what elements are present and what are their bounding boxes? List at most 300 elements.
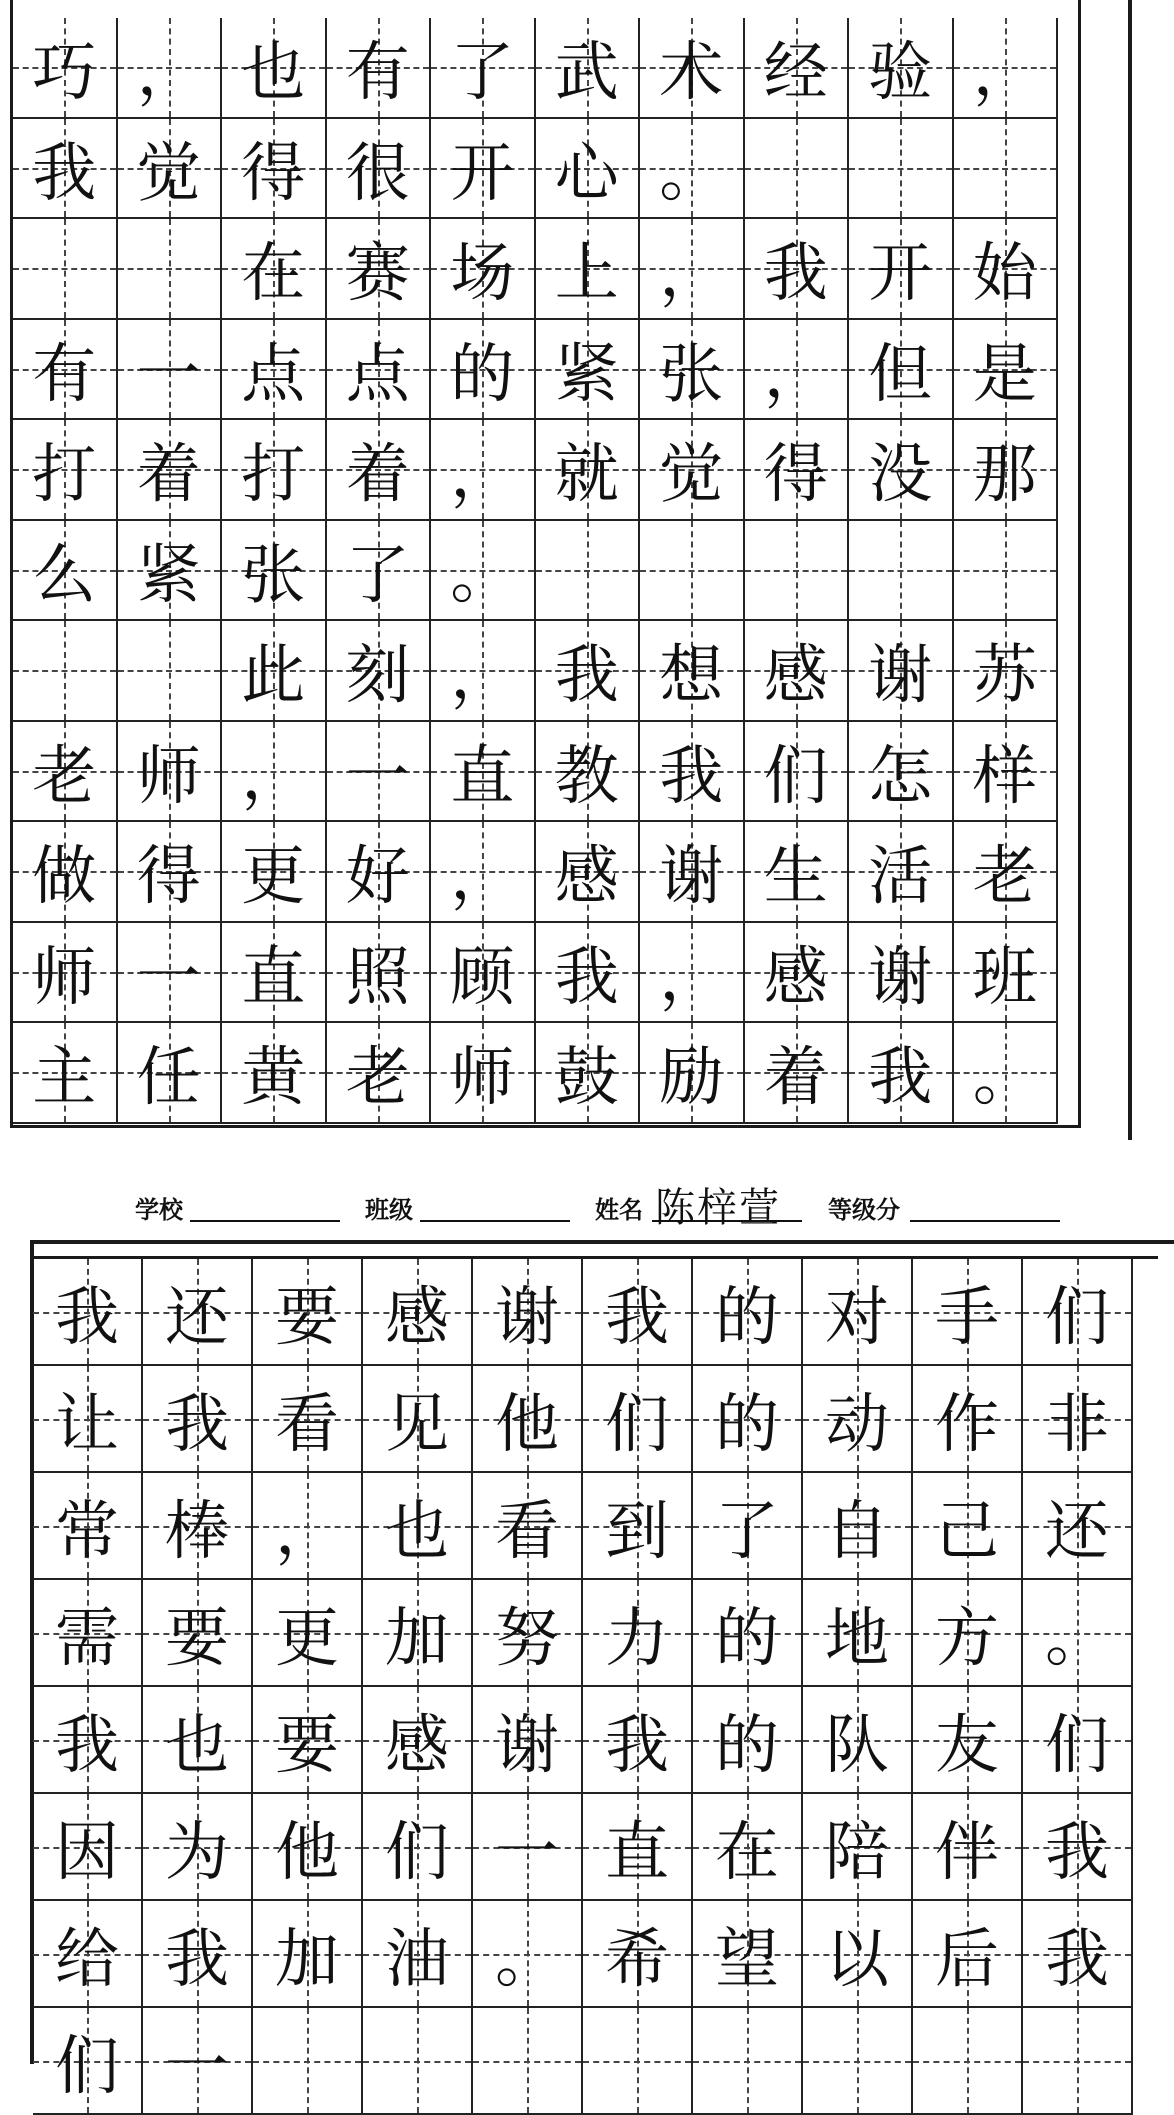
top-character: 更	[241, 840, 306, 915]
top-cell	[745, 1023, 850, 1124]
bottom-character: 谢	[495, 1280, 559, 1355]
bottom-cell	[253, 1473, 363, 1580]
bottom-character: 友	[935, 1708, 999, 1783]
top-character: 打	[241, 438, 306, 513]
bottom-row	[33, 1901, 1158, 2008]
bottom-character: 我	[605, 1708, 669, 1783]
bottom-character: 到	[605, 1494, 669, 1569]
top-cell	[13, 621, 118, 722]
bottom-character: 感	[385, 1280, 449, 1355]
bottom-cell	[363, 1366, 473, 1473]
top-cell	[222, 18, 327, 119]
top-cell	[431, 420, 536, 521]
top-cell	[222, 621, 327, 722]
top-character: 一	[136, 940, 201, 1015]
bottom-character: 给	[55, 1922, 119, 1997]
top-cell	[954, 420, 1059, 521]
bottom-character: 。	[495, 1922, 559, 1997]
top-character: 我	[659, 739, 724, 814]
bottom-cell	[803, 1259, 913, 1366]
top-cell	[118, 320, 223, 421]
top-cell	[431, 1023, 536, 1124]
bottom-character: 。	[1045, 1601, 1109, 1676]
bottom-cell	[143, 1580, 253, 1687]
top-character: 觉	[659, 438, 724, 513]
bottom-cell	[693, 1794, 803, 1901]
top-character: 老	[345, 1041, 410, 1116]
top-character: 赛	[345, 237, 410, 312]
bottom-cell	[253, 1580, 363, 1687]
top-cell	[222, 420, 327, 521]
top-cell	[954, 722, 1059, 823]
top-cell	[13, 320, 118, 421]
bottom-cell	[253, 2008, 363, 2115]
bottom-character: 因	[55, 1815, 119, 1890]
top-character: 师	[32, 940, 97, 1015]
top-character: 张	[241, 538, 306, 613]
bottom-character: 看	[275, 1387, 339, 1462]
bottom-cell	[693, 1259, 803, 1366]
top-character: 的	[450, 337, 515, 412]
top-character: 们	[763, 739, 828, 814]
bottom-character: 他	[275, 1815, 339, 1890]
bottom-cell	[473, 1366, 583, 1473]
top-character: 就	[554, 438, 619, 513]
top-character: 着	[136, 438, 201, 513]
bottom-cell	[803, 1901, 913, 2008]
top-cell	[327, 320, 432, 421]
top-character: 师	[136, 739, 201, 814]
top-character: 打	[32, 438, 97, 513]
top-cell	[222, 722, 327, 823]
bottom-character: 加	[275, 1922, 339, 1997]
top-cell	[536, 722, 641, 823]
bottom-character: 一	[495, 1815, 559, 1890]
top-cell	[849, 219, 954, 320]
bottom-cell	[583, 1473, 693, 1580]
bottom-cell	[913, 2008, 1023, 2115]
top-cell	[327, 420, 432, 521]
bottom-character: 我	[1045, 1922, 1109, 1997]
top-character: ，	[450, 438, 515, 513]
bottom-character: 加	[385, 1601, 449, 1676]
top-character: ，	[450, 639, 515, 714]
bottom-character: 为	[165, 1815, 229, 1890]
bottom-cell	[473, 1259, 583, 1366]
top-cell	[536, 320, 641, 421]
top-cell	[118, 18, 223, 119]
top-cell	[13, 1023, 118, 1124]
bottom-character: 常	[55, 1494, 119, 1569]
top-character: 但	[868, 337, 933, 412]
bottom-row	[33, 1687, 1158, 1794]
top-cell	[13, 923, 118, 1024]
bottom-cell	[363, 1259, 473, 1366]
bottom-character: 感	[385, 1708, 449, 1783]
top-character: 样	[972, 739, 1037, 814]
top-cell	[431, 320, 536, 421]
top-character: 怎	[868, 739, 933, 814]
bottom-character: 谢	[495, 1708, 559, 1783]
bottom-row	[33, 2008, 1158, 2115]
bottom-character: 地	[825, 1601, 889, 1676]
bottom-cell	[363, 2008, 473, 2115]
top-cell	[640, 521, 745, 622]
top-character: 。	[659, 136, 724, 211]
top-character: 任	[136, 1041, 201, 1116]
top-cell	[849, 923, 954, 1024]
bottom-character: 了	[715, 1494, 779, 1569]
top-cell	[954, 521, 1059, 622]
grade-label: 等级分	[828, 1195, 900, 1224]
bottom-cell	[913, 1473, 1023, 1580]
top-character: ，	[972, 36, 1037, 111]
top-character: 我	[763, 237, 828, 312]
top-cell	[327, 722, 432, 823]
bottom-character: 们	[1045, 1280, 1109, 1355]
bottom-character: 们	[605, 1387, 669, 1462]
bottom-cell	[253, 1687, 363, 1794]
top-cell	[640, 119, 745, 220]
top-character: 老	[32, 739, 97, 814]
top-cell	[954, 1023, 1059, 1124]
top-character: 做	[32, 840, 97, 915]
bottom-character: 让	[55, 1387, 119, 1462]
bottom-character: 伴	[935, 1815, 999, 1890]
bottom-character: 要	[275, 1708, 339, 1783]
top-character: 经	[763, 36, 828, 111]
top-row	[13, 18, 1078, 119]
top-character: 我	[32, 136, 97, 211]
top-character: 直	[241, 940, 306, 1015]
top-character: 励	[659, 1041, 724, 1116]
bottom-cell	[583, 1366, 693, 1473]
bottom-character: 力	[605, 1601, 669, 1676]
top-cell	[849, 119, 954, 220]
top-cell	[13, 219, 118, 320]
bottom-cell	[583, 1794, 693, 1901]
top-cell	[745, 722, 850, 823]
bottom-character: 动	[825, 1387, 889, 1462]
student-info-header	[0, 1185, 1160, 1231]
bottom-cell	[1023, 1473, 1133, 1580]
top-character: 主	[32, 1041, 97, 1116]
top-character: ，	[659, 940, 724, 1015]
top-character: 好	[345, 840, 410, 915]
top-cell	[327, 621, 432, 722]
top-character: 教	[554, 739, 619, 814]
top-character: 心	[554, 136, 619, 211]
bottom-cell	[253, 1259, 363, 1366]
bottom-character: 的	[715, 1387, 779, 1462]
bottom-character: 的	[715, 1708, 779, 1783]
top-cell	[327, 521, 432, 622]
bottom-cell	[1023, 1901, 1133, 2008]
bottom-character: 我	[1045, 1815, 1109, 1890]
top-character: 谢	[868, 940, 933, 1015]
top-cell	[13, 722, 118, 823]
bottom-cell	[473, 1473, 583, 1580]
top-character: 谢	[868, 639, 933, 714]
bottom-cell	[473, 1794, 583, 1901]
bottom-cell	[33, 1259, 143, 1366]
top-cell	[954, 822, 1059, 923]
bottom-character: 的	[715, 1280, 779, 1355]
bottom-cell	[583, 1259, 693, 1366]
top-character: 上	[554, 237, 619, 312]
top-cell	[327, 219, 432, 320]
bottom-cell	[583, 1687, 693, 1794]
top-cell	[222, 119, 327, 220]
top-cell	[849, 521, 954, 622]
top-cell	[13, 119, 118, 220]
top-cell	[118, 521, 223, 622]
bottom-character: 我	[165, 1922, 229, 1997]
top-cell	[849, 722, 954, 823]
bottom-character: 油	[385, 1922, 449, 1997]
bottom-character: 己	[935, 1494, 999, 1569]
top-cell	[431, 219, 536, 320]
bottom-character: 我	[165, 1387, 229, 1462]
top-cell	[536, 521, 641, 622]
bottom-cell	[803, 1687, 913, 1794]
top-cell	[954, 320, 1059, 421]
bottom-cell	[33, 1794, 143, 1901]
bottom-row	[33, 1580, 1158, 1687]
top-row	[13, 320, 1078, 421]
top-character: 也	[241, 36, 306, 111]
bottom-cell	[363, 1473, 473, 1580]
bottom-character: 我	[605, 1280, 669, 1355]
top-character: 紧	[554, 337, 619, 412]
top-cell	[118, 219, 223, 320]
bottom-character: 以	[825, 1922, 889, 1997]
bottom-row	[33, 1473, 1158, 1580]
bottom-character: 作	[935, 1387, 999, 1462]
bottom-character: 对	[825, 1280, 889, 1355]
bottom-character: 还	[1045, 1494, 1109, 1569]
top-character: 班	[972, 940, 1037, 1015]
top-character: ，	[450, 840, 515, 915]
bottom-row	[33, 1259, 1158, 1366]
bottom-character: 努	[495, 1601, 559, 1676]
top-character: 生	[763, 840, 828, 915]
bottom-cell	[693, 1366, 803, 1473]
top-cell	[222, 219, 327, 320]
top-cell	[431, 119, 536, 220]
top-character: 想	[659, 639, 724, 714]
bottom-cell	[1023, 1366, 1133, 1473]
top-character: ，	[659, 237, 724, 312]
bottom-cell	[473, 2008, 583, 2115]
top-character: 此	[241, 639, 306, 714]
top-row	[13, 923, 1078, 1024]
top-character: 活	[868, 840, 933, 915]
top-cell	[327, 119, 432, 220]
bottom-cell	[693, 2008, 803, 2115]
bottom-cell	[913, 1901, 1023, 2008]
bottom-character: 直	[605, 1815, 669, 1890]
bottom-cell	[1023, 1259, 1133, 1366]
bottom-character: 要	[165, 1601, 229, 1676]
top-cell	[222, 521, 327, 622]
top-cell	[431, 923, 536, 1024]
bottom-cell	[143, 1794, 253, 1901]
bottom-cell	[33, 1473, 143, 1580]
bottom-character: 也	[165, 1708, 229, 1783]
top-cell	[13, 521, 118, 622]
top-cell	[431, 621, 536, 722]
bottom-cell	[143, 1259, 253, 1366]
top-character: ，	[763, 337, 828, 412]
top-cell	[745, 219, 850, 320]
top-character: 紧	[136, 538, 201, 613]
bottom-cell	[363, 1580, 473, 1687]
bottom-character: 手	[935, 1280, 999, 1355]
top-character: 点	[241, 337, 306, 412]
top-cell	[222, 320, 327, 421]
bottom-character: 方	[935, 1601, 999, 1676]
top-cell	[745, 420, 850, 521]
top-row	[13, 219, 1078, 320]
top-cell	[536, 18, 641, 119]
top-character: 感	[763, 940, 828, 1015]
top-cell	[849, 621, 954, 722]
top-cell	[954, 923, 1059, 1024]
bottom-character: 非	[1045, 1387, 1109, 1462]
top-cell	[745, 923, 850, 1024]
top-cell	[640, 621, 745, 722]
top-character: 有	[345, 36, 410, 111]
top-cell	[536, 219, 641, 320]
top-character: 老	[972, 840, 1037, 915]
top-character: 一	[136, 337, 201, 412]
bottom-character: 陪	[825, 1815, 889, 1890]
grade-field-line	[910, 1220, 1060, 1222]
top-character: 苏	[972, 639, 1037, 714]
top-character: 。	[972, 1041, 1037, 1116]
top-cell	[222, 923, 327, 1024]
top-cell	[536, 1023, 641, 1124]
top-character: 照	[345, 940, 410, 1015]
bottom-cell	[363, 1794, 473, 1901]
bottom-character: 看	[495, 1494, 559, 1569]
top-sheet-right-border	[1128, 0, 1132, 1140]
top-cell	[118, 119, 223, 220]
top-cell	[536, 923, 641, 1024]
bottom-character: 棒	[165, 1494, 229, 1569]
top-cell	[640, 18, 745, 119]
top-row	[13, 420, 1078, 521]
bottom-character: 也	[385, 1494, 449, 1569]
top-cell	[954, 18, 1059, 119]
top-character: ，	[241, 739, 306, 814]
top-cell	[640, 1023, 745, 1124]
bottom-character: 自	[825, 1494, 889, 1569]
top-character: 在	[241, 237, 306, 312]
bottom-cell	[33, 2008, 143, 2115]
top-character: 没	[868, 438, 933, 513]
top-character: 点	[345, 337, 410, 412]
top-character: 验	[868, 36, 933, 111]
top-character: 顾	[450, 940, 515, 1015]
top-cell	[745, 822, 850, 923]
top-character: 开	[450, 136, 515, 211]
top-character: 有	[32, 337, 97, 412]
bottom-character: ，	[275, 1494, 339, 1569]
bottom-cell	[143, 1687, 253, 1794]
bottom-cell	[33, 1901, 143, 2008]
top-character: 感	[554, 840, 619, 915]
top-row	[13, 1023, 1078, 1124]
top-cell	[222, 822, 327, 923]
bottom-character: 还	[165, 1280, 229, 1355]
bottom-character: 见	[385, 1387, 449, 1462]
name-label: 姓名	[595, 1195, 643, 1224]
top-character: 张	[659, 337, 724, 412]
top-cell	[431, 18, 536, 119]
bottom-cell	[913, 1687, 1023, 1794]
top-character: 感	[763, 639, 828, 714]
top-character: 得	[136, 840, 201, 915]
top-cell	[118, 621, 223, 722]
top-cell	[327, 1023, 432, 1124]
bottom-cell	[693, 1580, 803, 1687]
bottom-character: 队	[825, 1708, 889, 1783]
top-cell	[849, 1023, 954, 1124]
top-cell	[954, 621, 1059, 722]
top-cell	[640, 923, 745, 1024]
top-character: ，	[136, 36, 201, 111]
top-cell	[222, 1023, 327, 1124]
bottom-character: 们	[385, 1815, 449, 1890]
bottom-row	[33, 1366, 1158, 1473]
bottom-cell	[803, 1580, 913, 1687]
top-cell	[118, 420, 223, 521]
top-cell	[745, 119, 850, 220]
top-cell	[640, 722, 745, 823]
top-character: 了	[345, 538, 410, 613]
class-field-line	[420, 1220, 570, 1222]
bottom-cell	[33, 1580, 143, 1687]
bottom-cell	[693, 1687, 803, 1794]
bottom-character: 更	[275, 1601, 339, 1676]
top-character: 么	[32, 538, 97, 613]
bottom-cell	[1023, 1794, 1133, 1901]
top-character: 我	[868, 1041, 933, 1116]
bottom-character: 望	[715, 1922, 779, 1997]
top-character: 是	[972, 337, 1037, 412]
bottom-cell	[363, 1687, 473, 1794]
top-cell	[640, 822, 745, 923]
top-character: 我	[554, 940, 619, 1015]
top-cell	[13, 822, 118, 923]
top-character: 开	[868, 237, 933, 312]
top-character: 武	[554, 36, 619, 111]
bottom-cell	[1023, 1687, 1133, 1794]
top-character: 术	[659, 36, 724, 111]
bottom-cell	[1023, 2008, 1133, 2115]
bottom-cell	[33, 1366, 143, 1473]
top-cell	[849, 320, 954, 421]
top-cell	[640, 320, 745, 421]
bottom-cell	[913, 1259, 1023, 1366]
top-cell	[849, 420, 954, 521]
top-cell	[118, 1023, 223, 1124]
top-cell	[954, 119, 1059, 220]
top-character: 那	[972, 438, 1037, 513]
top-writing-grid	[10, 0, 1081, 1128]
